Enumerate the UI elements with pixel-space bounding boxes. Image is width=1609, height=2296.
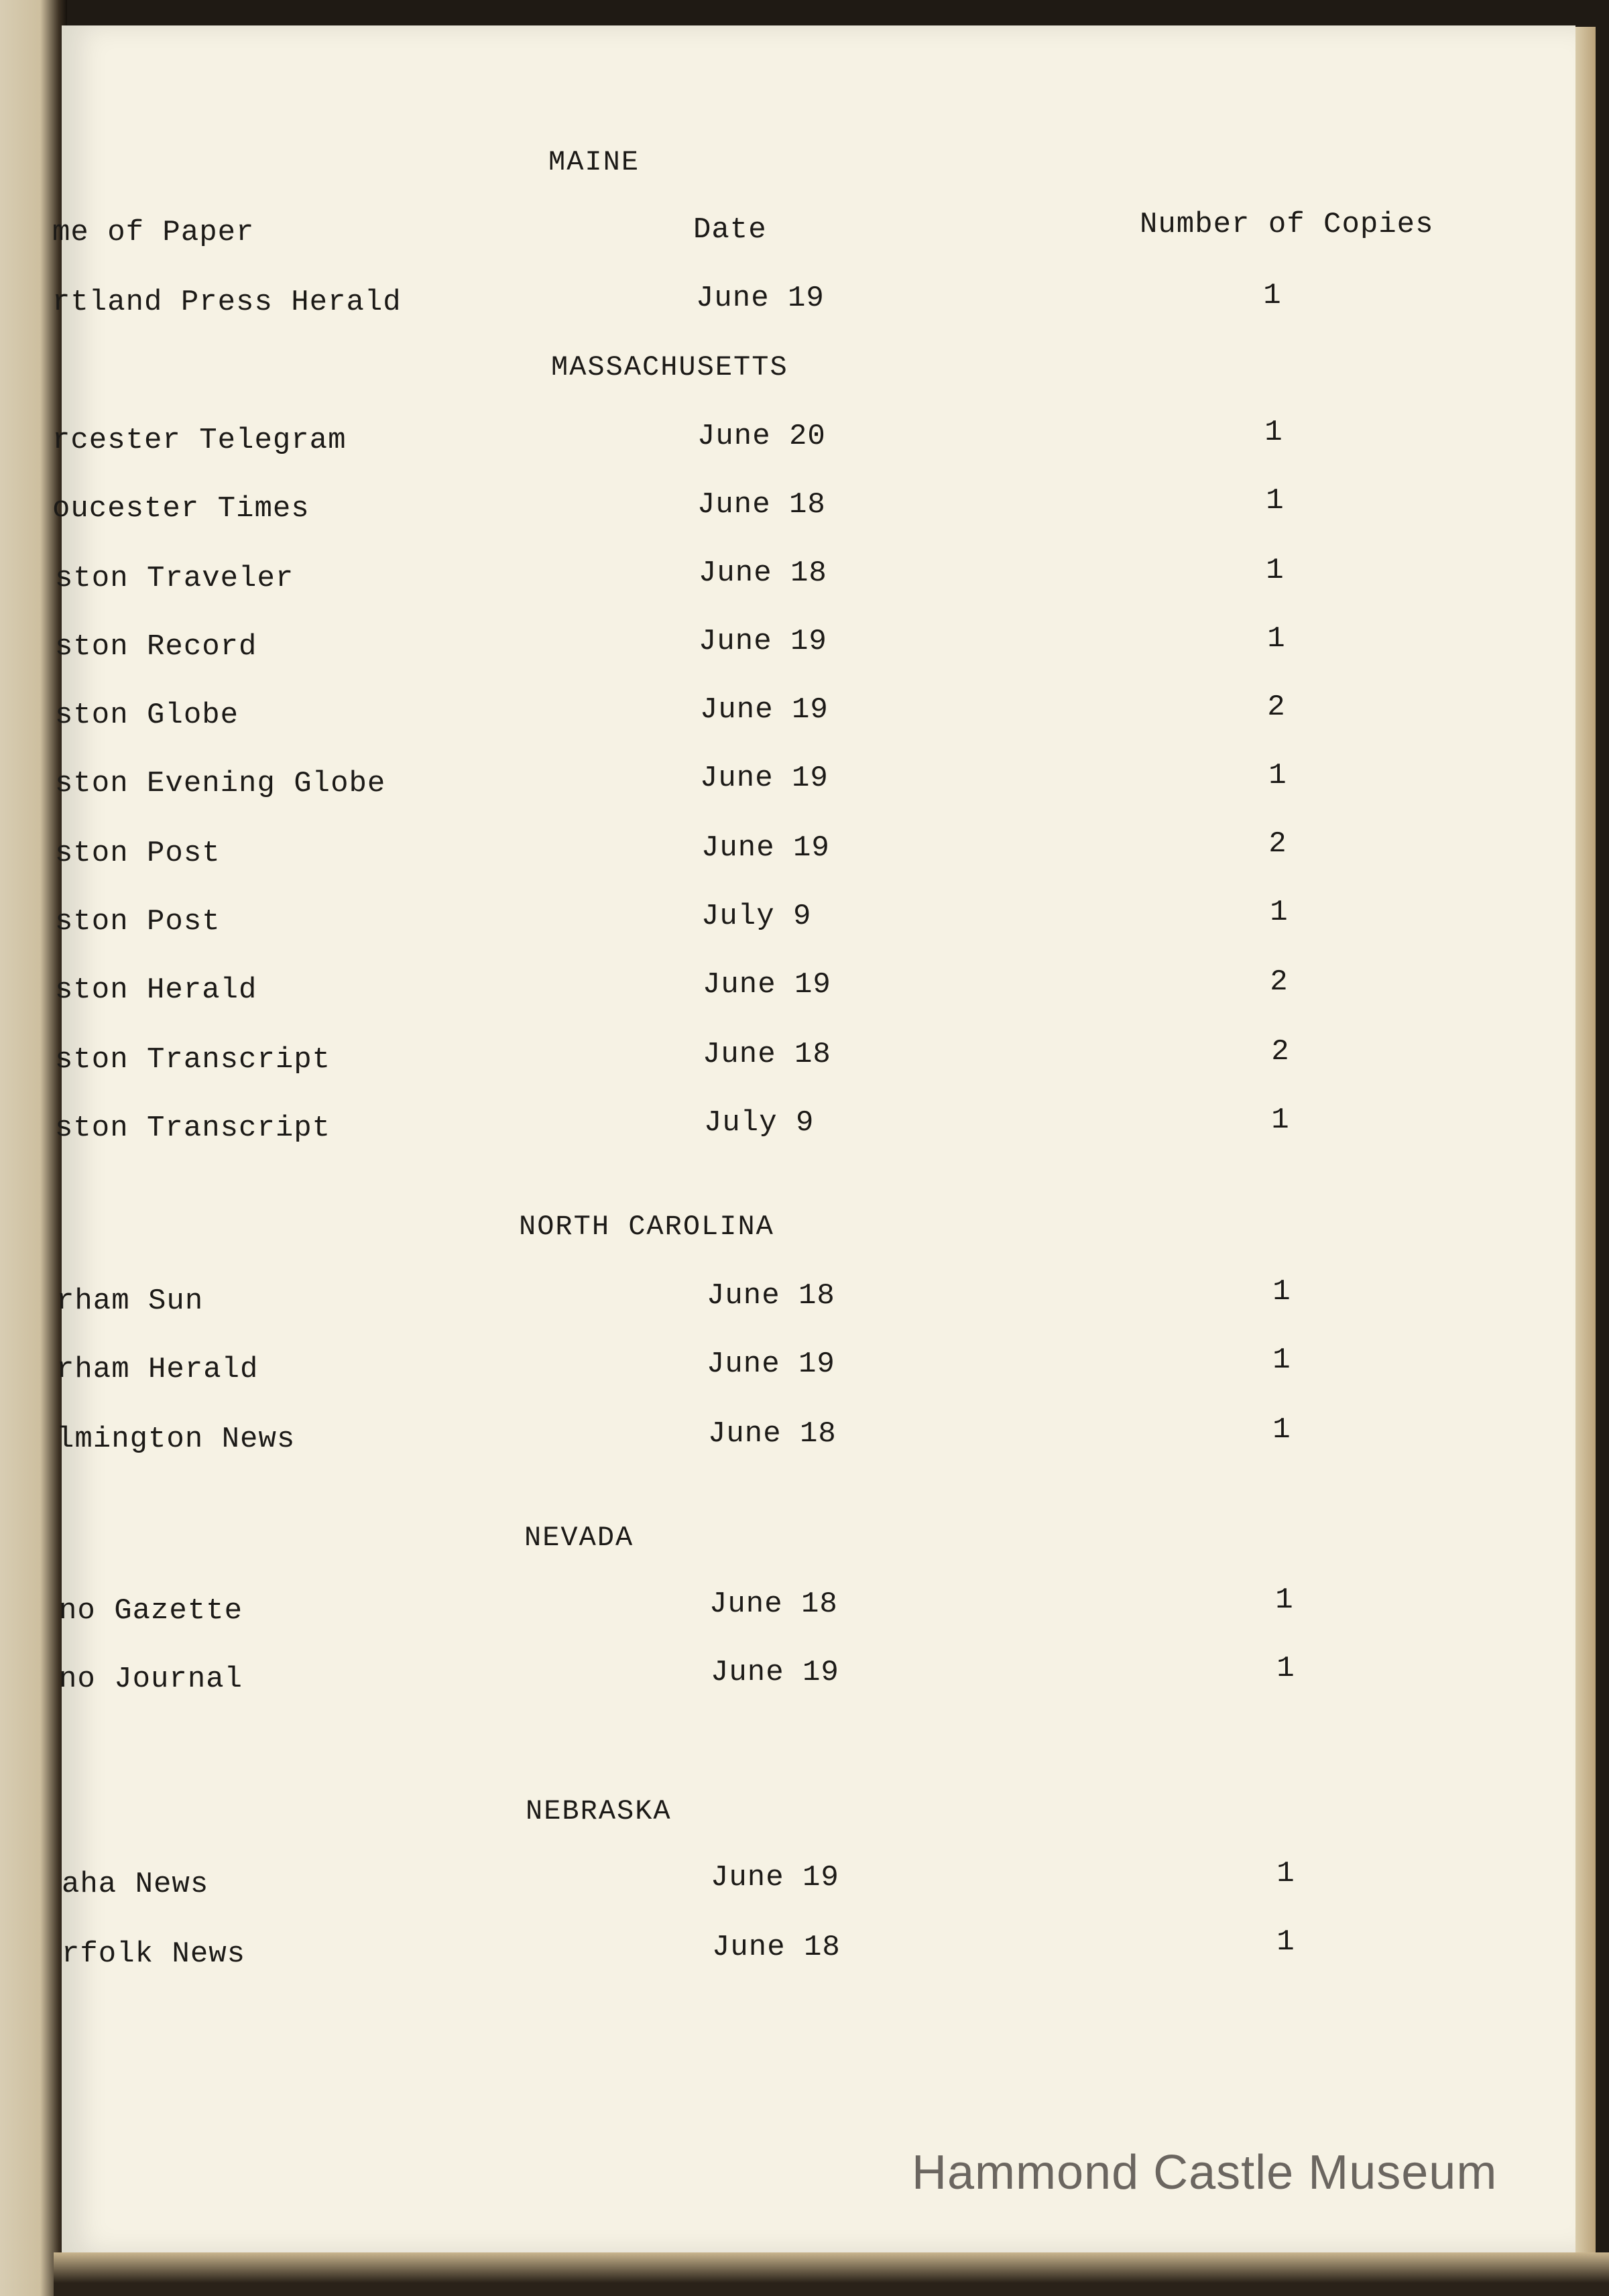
row-date: June 19 (696, 282, 825, 315)
row-copies: 1 (1267, 622, 1286, 656)
row-date: June 18 (712, 1931, 841, 1964)
row-date: June 19 (703, 968, 831, 1002)
row-copies: 1 (1263, 279, 1282, 312)
row-date: June 19 (700, 762, 829, 795)
row-name: rfolk News (62, 1937, 246, 1971)
row-name: lmington News (56, 1423, 296, 1456)
row-name: aha News (62, 1868, 209, 1901)
row-copies: 2 (1270, 965, 1289, 999)
row-date: June 19 (701, 831, 830, 865)
section-heading-nevada: NEVADA (524, 1522, 634, 1554)
row-copies: 2 (1267, 690, 1286, 724)
row-date: June 18 (709, 1587, 838, 1621)
row-name: ston Evening Globe (55, 767, 386, 800)
row-copies: 1 (1276, 1925, 1295, 1959)
row-date: June 18 (703, 1038, 831, 1071)
row-date: June 19 (707, 1347, 835, 1381)
row-copies: 1 (1275, 1583, 1294, 1617)
section-heading-maine: MAINE (548, 146, 640, 178)
section-heading-nebraska: NEBRASKA (526, 1795, 672, 1827)
row-name: rham Herald (56, 1353, 259, 1386)
row-copies: 1 (1272, 1275, 1291, 1309)
row-copies: 1 (1270, 896, 1289, 929)
row-name: no Gazette (59, 1594, 243, 1628)
row-date: July 9 (701, 900, 812, 933)
row-name: rtland Press Herald (52, 286, 402, 319)
row-name: ston Traveler (55, 562, 294, 595)
page-edge (1575, 27, 1596, 2259)
row-date: June 18 (707, 1279, 835, 1313)
row-copies: 1 (1266, 484, 1285, 518)
row-copies: 1 (1266, 554, 1285, 587)
row-name: ston Globe (55, 699, 239, 732)
row-date: June 19 (711, 1656, 839, 1689)
row-name: ston Transcript (55, 1111, 331, 1145)
row-date: June 19 (700, 693, 829, 727)
row-name: ston Record (55, 630, 257, 664)
header-name-of-paper: me of Paper (52, 216, 255, 249)
section-heading-massachusetts: MASSACHUSETTS (551, 351, 788, 383)
row-copies: 1 (1276, 1857, 1295, 1890)
row-name: ston Transcript (55, 1043, 331, 1077)
row-copies: 2 (1268, 827, 1287, 861)
row-date: July 9 (704, 1106, 815, 1140)
museum-watermark: Hammond Castle Museum (912, 2146, 1498, 2199)
row-date: June 19 (711, 1861, 839, 1894)
row-name: rcester Telegram (52, 424, 347, 457)
row-copies: 1 (1276, 1652, 1295, 1685)
row-copies: 1 (1271, 1103, 1290, 1137)
row-copies: 1 (1268, 759, 1287, 792)
header-date: Date (693, 213, 767, 247)
row-name: ston Post (55, 837, 221, 870)
header-number-of-copies: Number of Copies (1140, 208, 1434, 241)
row-name: no Journal (59, 1663, 243, 1696)
row-copies: 2 (1271, 1035, 1290, 1069)
row-date: June 19 (699, 625, 827, 658)
row-name: rham Sun (56, 1284, 204, 1318)
page-bottom-edge (54, 2252, 1609, 2296)
row-name: ston Herald (55, 973, 257, 1007)
row-name: ston Post (55, 905, 221, 939)
row-date: June 18 (697, 488, 826, 522)
row-name: oucester Times (52, 492, 310, 526)
binder-shadow (0, 0, 67, 2296)
row-copies: 1 (1264, 416, 1283, 449)
section-heading-north-carolina: NORTH CAROLINA (519, 1211, 774, 1243)
row-date: June 18 (708, 1417, 837, 1451)
row-date: June 20 (697, 420, 826, 453)
row-date: June 18 (699, 556, 827, 590)
row-copies: 1 (1272, 1343, 1291, 1377)
row-copies: 1 (1272, 1413, 1291, 1447)
